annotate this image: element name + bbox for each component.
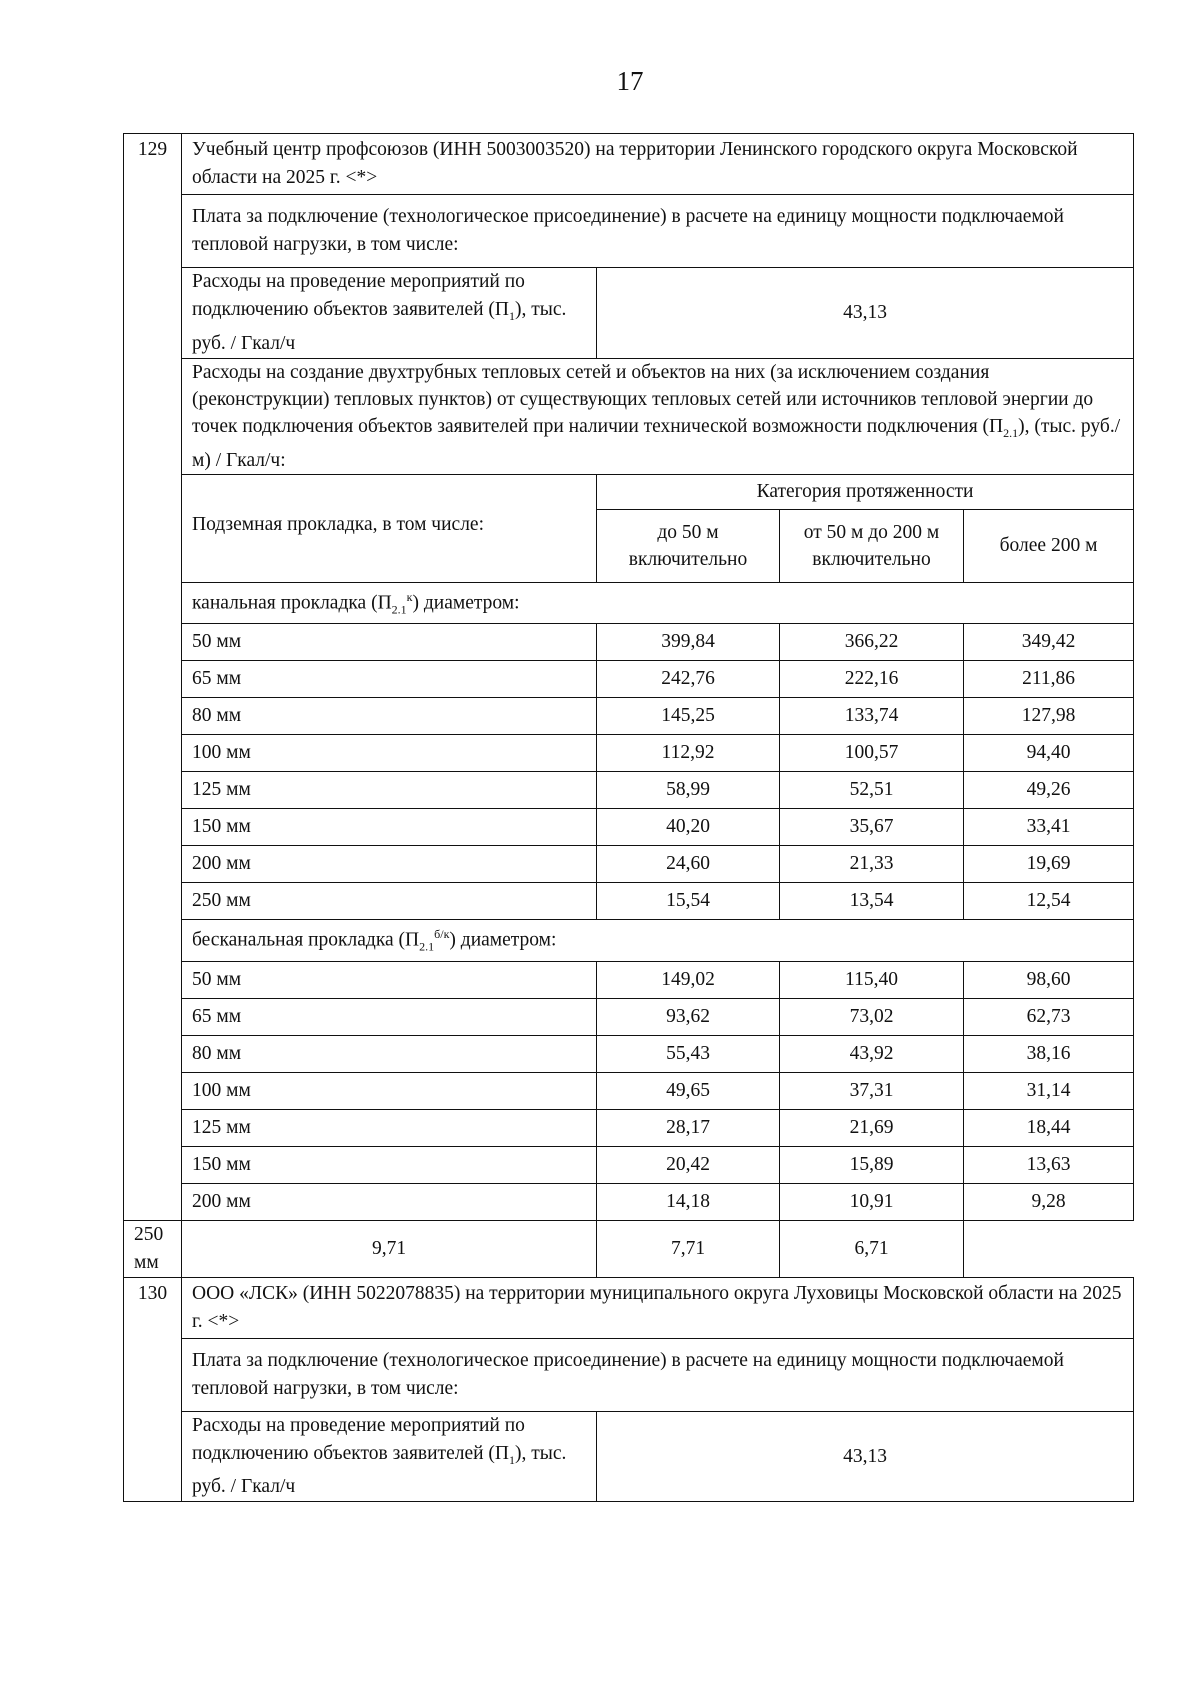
value-2: 35,67 xyxy=(780,809,964,846)
p1-label: Расходы на проведение мероприятий по подключению объектов заявителей $(П_1)$, тыс. руб. / Гкал/ч xyxy=(182,268,597,359)
p21-label: Расходы на создание двухтрубных тепловых сетей и объектов на них (за исключением создания (реконструкции) тепловых пунктов) от существующих тепловых сетей или источников тепловой энергии до точек подключения объектов заявителей при наличии технической возможности подключения $(П_{2.1})$, (тыс. руб./м) / Гкал/ч: xyxy=(182,358,1134,474)
fee-title: Плата за подключение (технологическое присоединение) в расчете на единицу мощности подключаемой тепловой нагрузки, в том числе: xyxy=(182,195,1134,268)
organization-title: ООО «ЛСК» (ИНН 5022078835) на территории муниципального округа Луховицы Московской области на 2025 г. <*> xyxy=(182,1277,1134,1338)
value-2: 7,71 xyxy=(597,1220,780,1277)
table-row xyxy=(124,735,1134,772)
value-3: 127,98 xyxy=(964,698,1134,735)
tariff-table xyxy=(123,133,1134,1502)
value-2: 21,33 xyxy=(780,846,964,883)
diameter: 80 мм xyxy=(182,1035,597,1072)
value-2: 115,40 xyxy=(780,961,964,998)
value-3: 13,63 xyxy=(964,1146,1134,1183)
value-2: 133,74 xyxy=(780,698,964,735)
value-1: 14,18 xyxy=(597,1183,780,1220)
table-row xyxy=(124,1220,1134,1277)
value-3: 49,26 xyxy=(964,772,1134,809)
diameter: 65 мм xyxy=(182,661,597,698)
p1-row xyxy=(124,268,1134,359)
channel-label-row xyxy=(124,582,1134,623)
value-2: 37,31 xyxy=(780,1072,964,1109)
p1-label: Расходы на проведение мероприятий по подключению объектов заявителей $(П_1)$, тыс. руб. / Гкал/ч xyxy=(182,1411,597,1502)
section-number: 130 xyxy=(124,1277,182,1502)
value-1: 49,65 xyxy=(597,1072,780,1109)
diameter: 65 мм xyxy=(182,998,597,1035)
diameter: 250 мм xyxy=(124,1220,182,1277)
value-1: 9,71 xyxy=(182,1220,597,1277)
value-1: 28,17 xyxy=(597,1109,780,1146)
p1-value: 43,13 xyxy=(597,268,1134,359)
diameter: 50 мм xyxy=(182,624,597,661)
value-1: 93,62 xyxy=(597,998,780,1035)
value-1: 145,25 xyxy=(597,698,780,735)
value-3: 18,44 xyxy=(964,1109,1134,1146)
table-row xyxy=(124,809,1134,846)
value-3: 98,60 xyxy=(964,961,1134,998)
table-row xyxy=(124,961,1134,998)
table-row xyxy=(124,772,1134,809)
value-2: 43,92 xyxy=(780,1035,964,1072)
diameter: 250 мм xyxy=(182,883,597,920)
value-3: 349,42 xyxy=(964,624,1134,661)
diameter: 100 мм xyxy=(182,1072,597,1109)
value-1: 399,84 xyxy=(597,624,780,661)
value-3: 12,54 xyxy=(964,883,1134,920)
value-1: 55,43 xyxy=(597,1035,780,1072)
diameter: 200 мм xyxy=(182,1183,597,1220)
p1-value: 43,13 xyxy=(597,1411,1134,1502)
value-2: 73,02 xyxy=(780,998,964,1035)
table-row xyxy=(124,1072,1134,1109)
table-row xyxy=(124,998,1134,1035)
diameter: 150 мм xyxy=(182,1146,597,1183)
fee-title-row xyxy=(124,195,1134,268)
category-header: Категория протяженности xyxy=(597,474,1134,509)
p21-row xyxy=(124,358,1134,474)
value-1: 40,20 xyxy=(597,809,780,846)
length-header-2: от 50 м до 200 м включительно xyxy=(780,509,964,582)
value-3: 6,71 xyxy=(780,1220,964,1277)
value-1: 149,02 xyxy=(597,961,780,998)
value-2: 15,89 xyxy=(780,1146,964,1183)
value-1: 242,76 xyxy=(597,661,780,698)
value-2: 366,22 xyxy=(780,624,964,661)
value-1: 15,54 xyxy=(597,883,780,920)
diameter: 150 мм xyxy=(182,809,597,846)
page-number: 17 xyxy=(616,66,644,96)
value-3: 38,16 xyxy=(964,1035,1134,1072)
value-2: 21,69 xyxy=(780,1109,964,1146)
table-row xyxy=(124,698,1134,735)
value-1: 20,42 xyxy=(597,1146,780,1183)
value-3: 19,69 xyxy=(964,846,1134,883)
table-row xyxy=(124,1109,1134,1146)
value-3: 62,73 xyxy=(964,998,1134,1035)
value-2: 100,57 xyxy=(780,735,964,772)
value-2: 222,16 xyxy=(780,661,964,698)
value-1: 58,99 xyxy=(597,772,780,809)
organization-title: Учебный центр профсоюзов (ИНН 5003003520) на территории Ленинского городского округа Московской области на 2025 г. <*> xyxy=(182,134,1134,195)
p1-row xyxy=(124,1411,1134,1502)
channelless-label: бесканальная прокладка $(П_{2.1}^{б/к})$ диаметром: xyxy=(182,920,1134,961)
value-3: 33,41 xyxy=(964,809,1134,846)
value-3: 94,40 xyxy=(964,735,1134,772)
value-1: 112,92 xyxy=(597,735,780,772)
length-header-1: до 50 м включительно xyxy=(597,509,780,582)
diameter: 80 мм xyxy=(182,698,597,735)
diameter: 50 мм xyxy=(182,961,597,998)
section-header-row xyxy=(124,134,1134,195)
table-row xyxy=(124,661,1134,698)
value-3: 9,28 xyxy=(964,1183,1134,1220)
table-row xyxy=(124,624,1134,661)
table-row xyxy=(124,1146,1134,1183)
value-2: 10,91 xyxy=(780,1183,964,1220)
table-row xyxy=(124,846,1134,883)
category-header-row xyxy=(124,474,1134,509)
diameter: 100 мм xyxy=(182,735,597,772)
value-2: 13,54 xyxy=(780,883,964,920)
value-2: 52,51 xyxy=(780,772,964,809)
value-3: 31,14 xyxy=(964,1072,1134,1109)
value-3: 211,86 xyxy=(964,661,1134,698)
fee-title: Плата за подключение (технологическое присоединение) в расчете на единицу мощности подключаемой тепловой нагрузки, в том числе: xyxy=(182,1338,1134,1411)
length-header-3: более 200 м xyxy=(964,509,1134,582)
channel-label: канальная прокладка $(П_{2.1}^к)$ диаметром: xyxy=(182,582,1134,623)
section-header-row xyxy=(124,1277,1134,1338)
section-number: 129 xyxy=(124,134,182,1221)
diameter: 125 мм xyxy=(182,1109,597,1146)
diameter: 200 мм xyxy=(182,846,597,883)
diameter: 125 мм xyxy=(182,772,597,809)
table-row xyxy=(124,1183,1134,1220)
fee-title-row xyxy=(124,1338,1134,1411)
channelless-label-row xyxy=(124,920,1134,961)
table-row xyxy=(124,883,1134,920)
table-row xyxy=(124,1035,1134,1072)
underground-label: Подземная прокладка, в том числе: xyxy=(182,474,597,582)
value-1: 24,60 xyxy=(597,846,780,883)
